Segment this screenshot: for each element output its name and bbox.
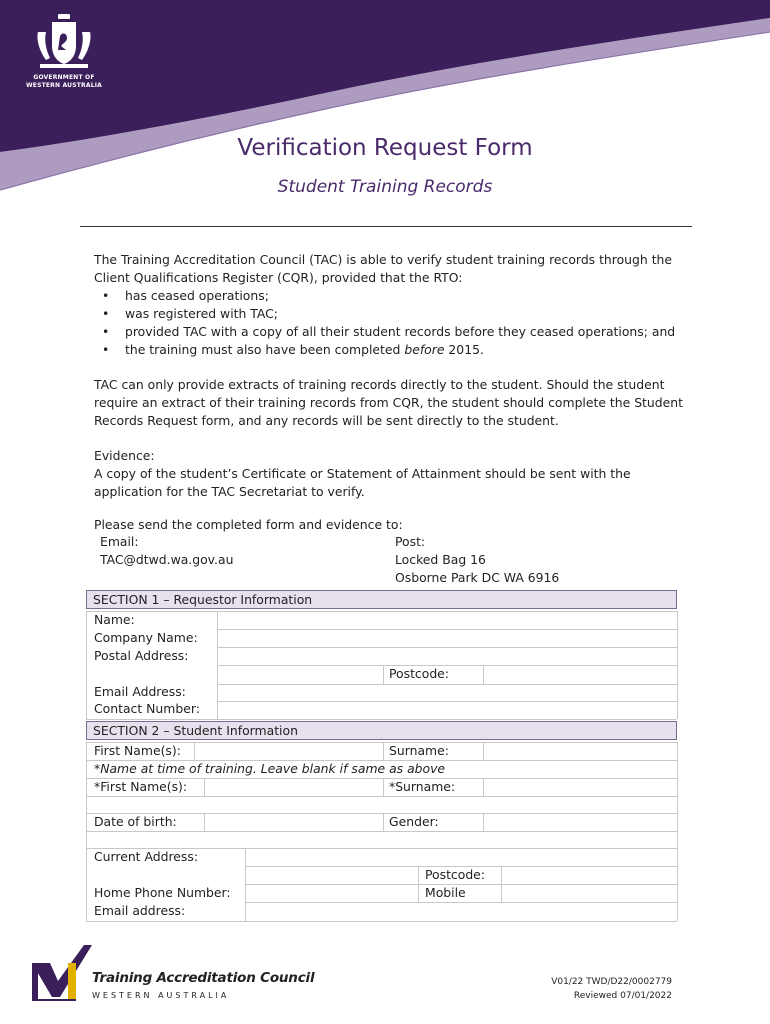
wa-coat-of-arms-icon <box>32 12 96 70</box>
post-line1: Locked Bag 16 <box>395 552 486 567</box>
page-title: Verification Request Form <box>237 135 533 161</box>
postal-address-label: Postal Address: <box>94 648 189 663</box>
list-item: • provided TAC with a copy of all their student records before they ceased operations; and <box>94 323 684 341</box>
current-address-field[interactable] <box>246 849 676 866</box>
list-item <box>94 341 684 359</box>
intro-section <box>94 251 684 359</box>
bullet4-prefix: the training must also have been completed <box>125 342 405 357</box>
email-address-label: Email Address: <box>94 684 186 699</box>
evidence-text: A copy of the student’s Certificate or Statement of Attainment should be sent with the application for the TAC Secretariat to verify. <box>94 466 631 499</box>
name-label: Name: <box>94 612 135 627</box>
first-name-label: First Name(s): <box>94 743 181 758</box>
name-at-training-note: *Name at time of training. Leave blank if same as above <box>94 761 446 776</box>
mobile-field[interactable] <box>502 885 676 902</box>
intro-paragraph: The Training Accreditation Council (TAC) is able to verify student training records through the Client Qualifications Register (CQR), provided that the RTO: <box>94 252 673 285</box>
title-divider <box>80 226 692 227</box>
student-postcode-field[interactable] <box>502 867 676 884</box>
company-name-label: Company Name: <box>94 630 198 645</box>
list-item: • was registered with TAC; <box>94 305 684 323</box>
email-contact <box>100 533 233 569</box>
contact-number-label: Contact Number: <box>94 701 200 716</box>
review-date: Reviewed 07/01/2022 <box>573 991 672 1001</box>
postcode-field[interactable] <box>484 666 676 683</box>
conditions-list <box>94 287 684 359</box>
crest-caption-line1: GOVERNMENT OF <box>33 74 95 81</box>
extract-paragraph: TAC can only provide extracts of training records directly to the student. Should the student require an extract of their training records from CQR, the student should complete the Student Records Request form, and any records will be sent directly to the student. <box>94 377 683 428</box>
mobile-label: Mobile <box>425 885 466 900</box>
post-label: Post: <box>395 534 426 549</box>
gender-field[interactable] <box>484 814 676 831</box>
post-line2: Osborne Park DC WA 6916 <box>395 570 560 585</box>
date-of-birth-label: Date of birth: <box>94 814 177 829</box>
student-postcode-label: Postcode: <box>425 867 485 882</box>
email-link[interactable]: TAC@dtwd.wa.gov.au <box>100 552 234 567</box>
bullet4-suffix: 2015. <box>444 342 484 357</box>
home-phone-field[interactable] <box>246 885 418 902</box>
list-item: • has ceased operations; <box>94 287 684 305</box>
footer-org-name: Training Accreditation Council <box>92 970 315 986</box>
postal-address-field[interactable] <box>218 648 676 665</box>
government-crest <box>22 12 106 90</box>
section2-heading: SECTION 2 – Student Information <box>86 721 677 740</box>
training-first-name-field[interactable] <box>205 779 382 796</box>
training-surname-field[interactable] <box>484 779 676 796</box>
footer-org-sub: WESTERN AUSTRALIA <box>92 991 230 1000</box>
section1-heading: SECTION 1 – Requestor Information <box>86 590 677 609</box>
email-label: Email: <box>100 534 139 549</box>
student-email-label: Email address: <box>94 903 186 918</box>
home-phone-label: Home Phone Number: <box>94 885 231 900</box>
company-name-field[interactable] <box>218 630 676 647</box>
training-surname-label: *Surname: <box>389 779 456 794</box>
send-instructions: Please send the completed form and evidence to: <box>94 517 403 532</box>
version-reference: V01/22 TWD/D22/0002779 <box>551 977 672 987</box>
current-address-label: Current Address: <box>94 849 198 864</box>
page-subtitle: Student Training Records <box>277 177 493 197</box>
email-address-field[interactable] <box>218 685 676 701</box>
first-name-field[interactable] <box>195 743 382 760</box>
evidence-heading: Evidence: <box>94 448 155 463</box>
training-first-name-label: *First Name(s): <box>94 779 188 794</box>
surname-field[interactable] <box>484 743 676 760</box>
postcode-label: Postcode: <box>389 666 449 681</box>
student-email-field[interactable] <box>246 903 676 921</box>
gender-label: Gender: <box>389 814 439 829</box>
date-of-birth-field[interactable] <box>205 814 382 831</box>
crest-caption-line2: WESTERN AUSTRALIA <box>25 82 103 89</box>
name-field[interactable] <box>218 612 676 629</box>
contact-number-field[interactable] <box>218 702 676 719</box>
bullet4-emphasis: before <box>404 342 445 357</box>
post-contact <box>395 533 559 587</box>
header-banner <box>0 0 770 200</box>
surname-label: Surname: <box>389 743 449 758</box>
document-reference <box>551 975 672 1003</box>
